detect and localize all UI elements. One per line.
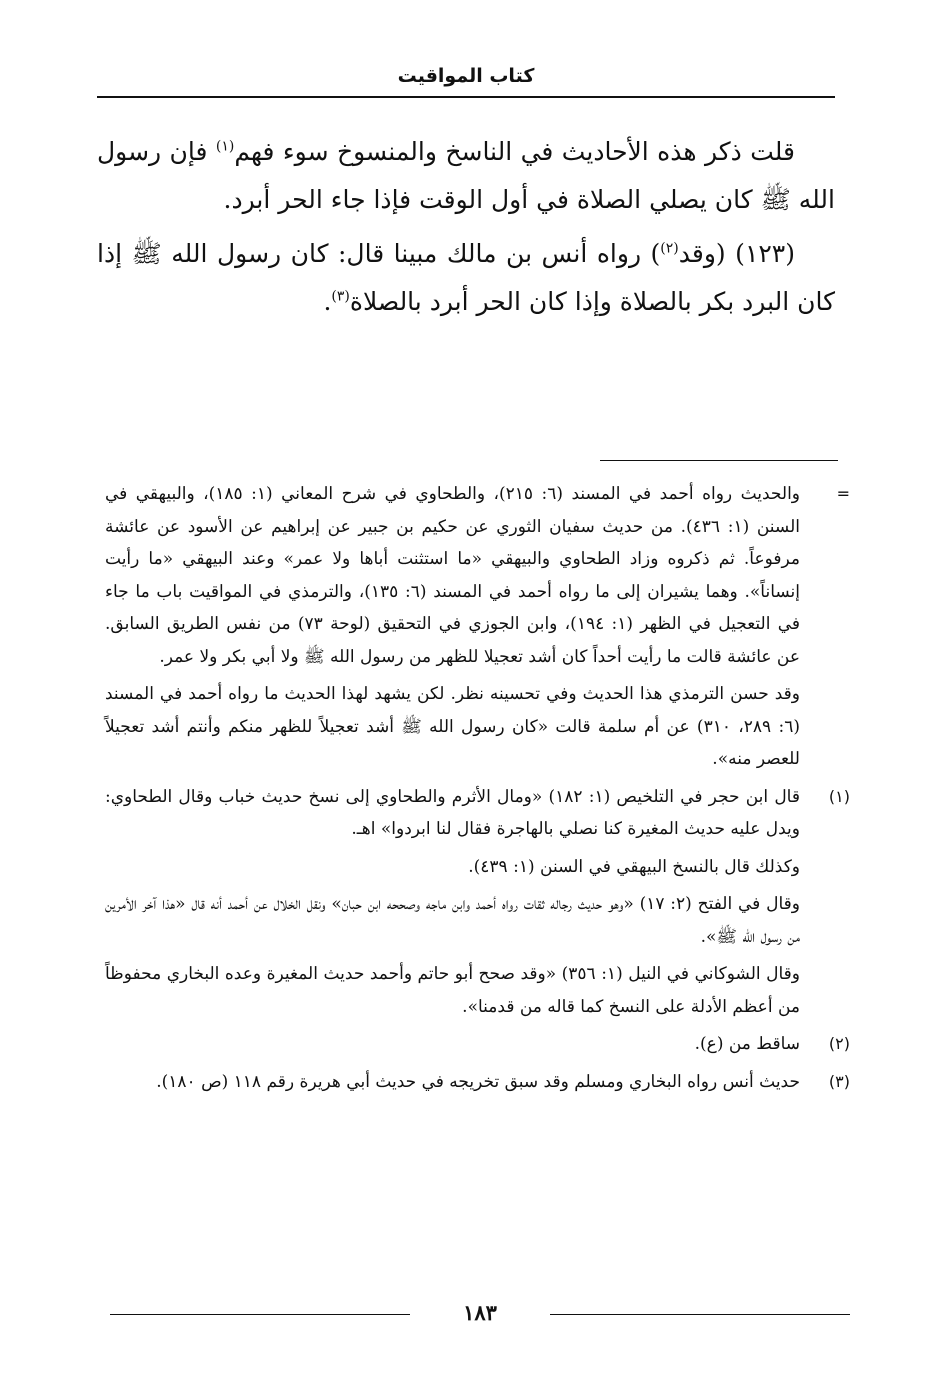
footnote-separator [600,460,838,461]
chapter-title: كتاب المواقيت [397,65,535,87]
page-number: ١٨٣ [463,1300,497,1325]
footnote-ref[interactable]: (١) [215,138,235,155]
footnote-ref[interactable]: (٢) [660,240,679,257]
footnotes [105,478,850,1103]
footnote-continued [105,478,850,781]
footnote-text: وكذلك قال بالنسخ البيهقي في السنن (١: ٤٣٩). [468,856,800,877]
footnote-1 [105,781,850,1029]
footnote-text: والحديث رواه أحمد في المسند (٦: ٢١٥)، والطحاوي في شرح المعاني (١: ١٨٥)، والبيهقي في السنن (١: ٤٣٦). من حديث سفيان الثوري عن حكيم بن جبير عن إبراهيم عن الأسود عن عائشة مرفوعاً. ثم ذكروه وزاد الطحاوي والبيهقي «ما استثنت أباها ولا عمر» وعند البيهقي «ما رأيت إنساناً». وهما يشيران إلى ما رواه أحمد في المسند (٦: ١٣٥)، والترمذي في المواقيت باب ما جاء في التعجيل في الظهر (١: ١٩٤)، وابن الجوزي في التحقيق (لوحة ٧٣) من نفس الطريق السابق. عن عائشة قالت ما رأيت أحداً كان أشد تعجيلا للظهر من رسول الله ﷺ ولا أبي بكر ولا عمر. [105,484,801,667]
footnote-text: قال ابن حجر في التلخيص (١: ١٨٢) «ومال الأثرم والطحاوي إلى نسخ حديث خباب وقال الطحاوي: ويدل عليه حديث المغيرة كنا نصلي بالهاجرة فقال لنا ابردوا» اهـ. [105,786,800,839]
footnote-number: (١) [828,786,850,806]
footnote-text: حديث أنس رواه البخاري ومسلم وقد سبق تخريجه في حديث أبي هريرة رقم ١١٨ (ص ١٨٠). [156,1071,800,1092]
footnote-2 [105,1028,850,1066]
footnote-number: (٢) [828,1034,850,1053]
page-footer [110,1296,850,1324]
footnote-3 [105,1066,850,1104]
footnote-text: وقال الشوكاني في النيل (١: ٣٥٦) «وقد صحح أبو حاتم وأحمد حديث المغيرة وعده البخاري محفوظاً من أعظم الأدلة على النسخ كما قاله من قدمنا». [105,964,800,1017]
footnote-text: وقد حسن الترمذي هذا الحديث وفي تحسينه نظر. لكن يشهد لهذا الحديث ما رواه أحمد في المسند (٦: ٢٨٩، ٣١٠) عن أم سلمة قالت «كان رسول الله ﷺ أشد تعجيلاً للظهر منكم وأنتم أشد تعجيلاً للعصر منه». [105,684,800,769]
main-paragraph: قلت ذكر هذه الأحاديث في الناسخ والمنسوخ سوء فهم$^{(١)}$ فإن رسول الله ﷺ كان يصلي الصلاة في أول الوقت فإذا جاء الحر أبرد. [97,137,835,214]
footer-rule-left [110,1314,410,1315]
footnote-marker: = [836,484,850,503]
footnote-text: ساقط من (ع). [694,1034,800,1054]
hadith-paragraph: (١٢٣) (وقد$^{(٢)}$) رواه أنس بن مالك مبينا قال: كان رسول الله ﷺ إذا كان البرد بكر بالصلاة وإذا كان الحر أبرد بالصلاة$^{(٣)}$. [97,239,835,316]
footnote-ref[interactable]: (٣) [331,288,350,305]
running-header [97,58,835,98]
footnote-number: (٣) [828,1071,850,1091]
footnote-text: وقال في الفتح (٢: ١٧) «وهو حديث رجاله ثقات رواه أحمد وابن ماجه وصححه ابن حبان» ونقل الخلال عن أحمد أنه قال «هذا آخر الأمرين من رسول الله ﷺ». [105,894,800,947]
main-text [97,128,835,332]
